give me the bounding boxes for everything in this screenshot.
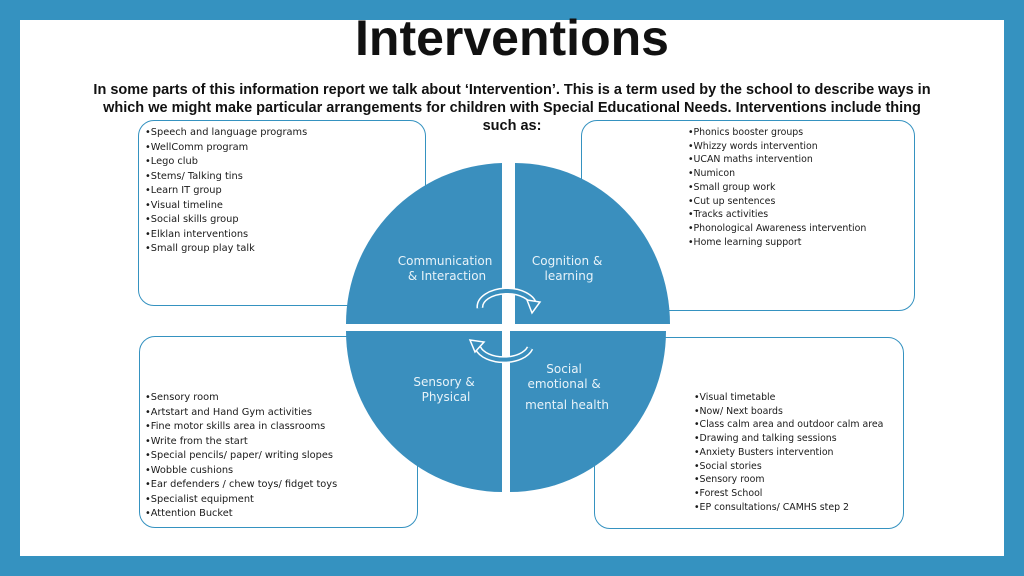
list-item: • Phonological Awareness intervention	[688, 222, 866, 236]
label-sensory: Sensory & Physical	[413, 375, 475, 404]
list-item: • Write from the start	[145, 435, 337, 450]
list-item: • Attention Bucket	[145, 507, 337, 522]
list-item: • Tracks activities	[688, 208, 866, 222]
list-item: • Small group play talk	[145, 242, 307, 257]
list-item: • Visual timeline	[145, 199, 307, 214]
list-item: • Specialist equipment	[145, 493, 337, 508]
list-item: • Cut up sentences	[688, 195, 866, 209]
list-item: • UCAN maths intervention	[688, 153, 866, 167]
list-item: • Forest School	[694, 487, 883, 501]
list-item: • Home learning support	[688, 236, 866, 250]
list-item: • Social skills group	[145, 213, 307, 228]
list-item: • Wobble cushions	[145, 464, 337, 479]
list-item: • Special pencils/ paper/ writing slopes	[145, 449, 337, 464]
list-item: • Fine motor skills area in classrooms	[145, 420, 337, 435]
list-item: • Anxiety Busters intervention	[694, 446, 883, 460]
list-item: • Now/ Next boards	[694, 405, 883, 419]
list-item: • Artstart and Hand Gym activities	[145, 406, 337, 421]
list-item: • WellComm program	[145, 141, 307, 156]
list-item: • Speech and language programs	[145, 126, 307, 141]
list-item: • Ear defenders / chew toys/ fidget toys	[145, 478, 337, 493]
label-cognition: Cognition & learning	[531, 254, 603, 283]
list-item: • Stems/ Talking tins	[145, 170, 307, 185]
page-title: Interventions	[355, 10, 669, 66]
list-item: • Phonics booster groups	[688, 126, 866, 140]
list-item: • EP consultations/ CAMHS step 2	[694, 501, 883, 515]
list-item: • Numicon	[688, 167, 866, 181]
intro-text: In some parts of this information report we talk about ‘Intervention’. This is a term used by the school to describe ways in which we might make particular arrangements for children with Special Educational Needs. Interventions include thing such as:	[93, 82, 931, 134]
quadrant-sensory	[346, 331, 502, 492]
list-item: • Lego club	[145, 155, 307, 170]
list-item: • Sensory room	[694, 473, 883, 487]
list-item: • Class calm area and outdoor calm area	[694, 418, 883, 432]
list-item: • Whizzy words intervention	[688, 140, 866, 154]
quadrant-cognition	[515, 163, 670, 324]
label-communication: Communication & Interaction	[397, 254, 493, 283]
list-item: • Social stories	[694, 460, 883, 474]
list-item: • Drawing and talking sessions	[694, 432, 883, 446]
list-item: • Visual timetable	[694, 391, 883, 405]
list-item: • Small group work	[688, 181, 866, 195]
list-item: • Sensory room	[145, 391, 337, 406]
list-item: • Learn IT group	[145, 184, 307, 199]
label-social: Social emotional & mental health	[525, 362, 609, 412]
list-item: • Elklan interventions	[145, 228, 307, 243]
